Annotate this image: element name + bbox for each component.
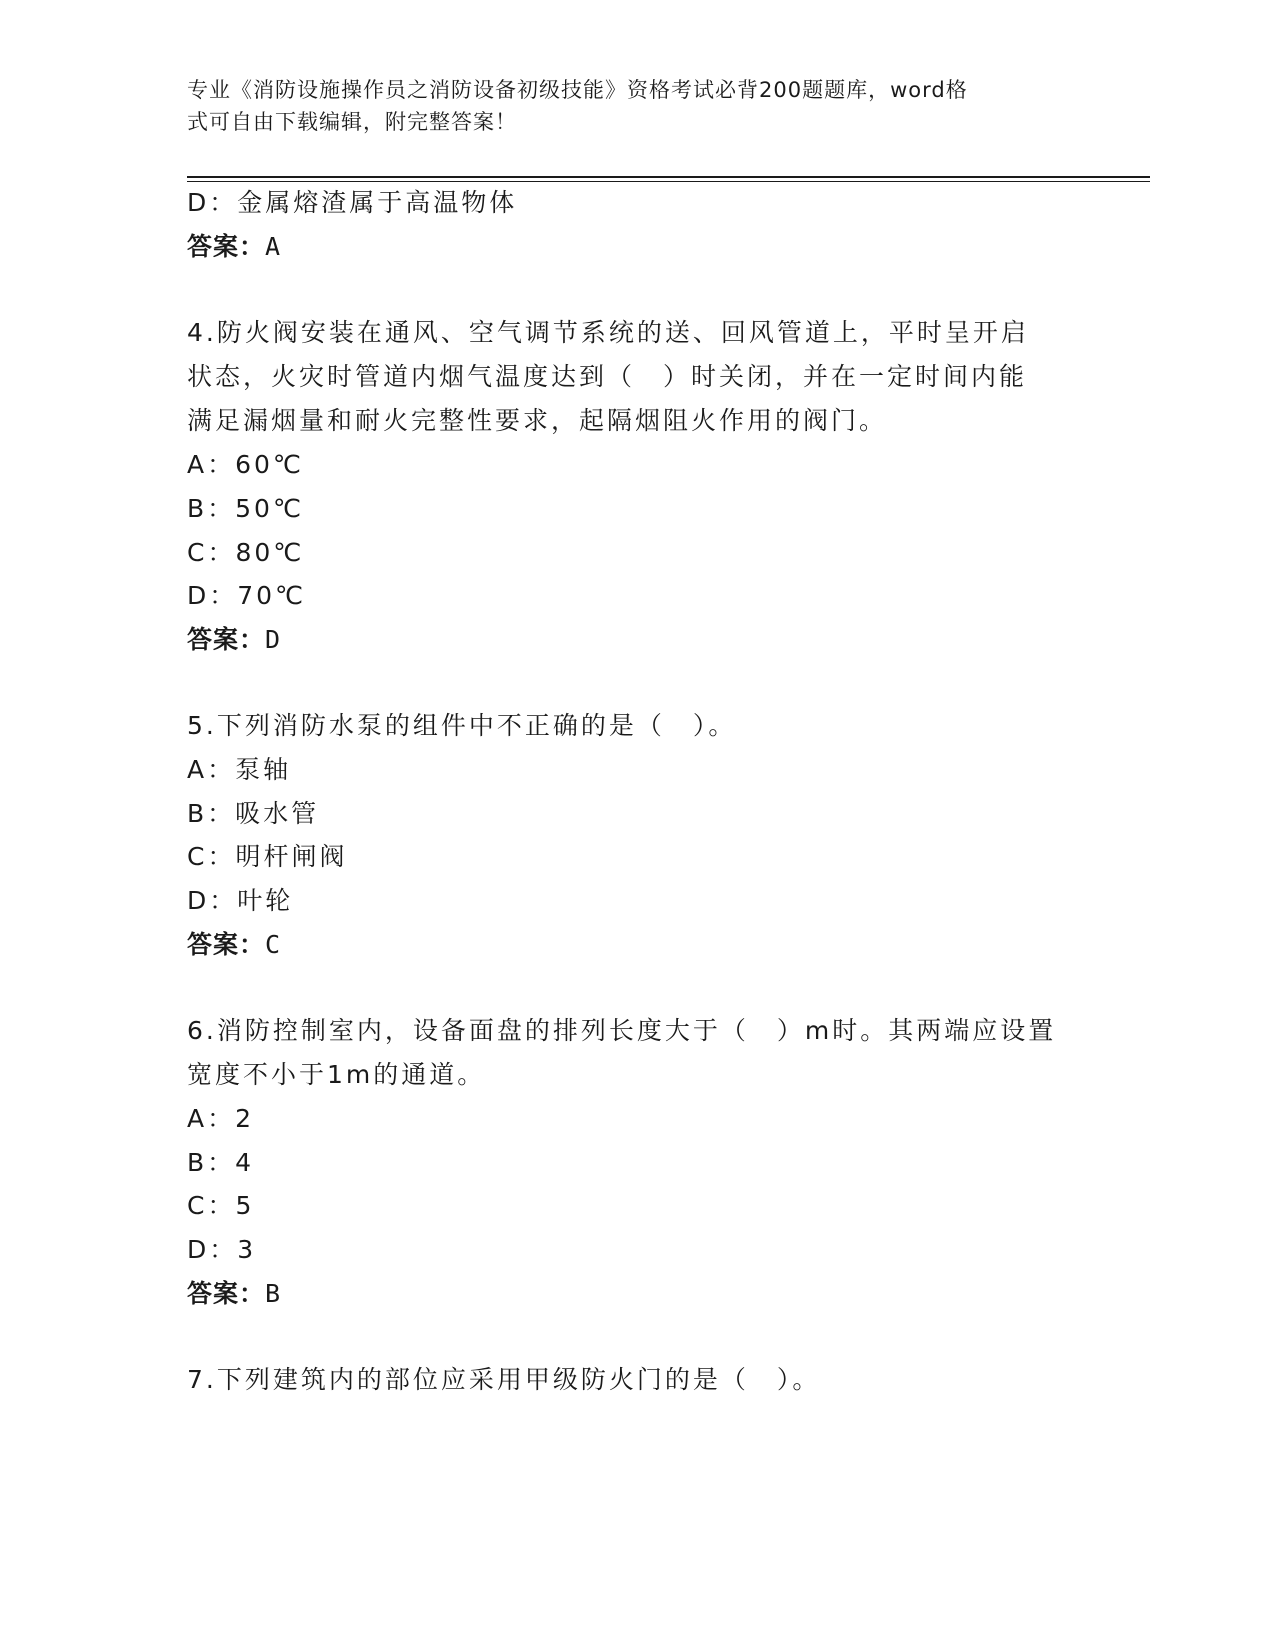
q4-stem-line-2: 状态，火灾时管道内烟气温度达到（ ）时关闭，并在一定时间内能 [187,362,1028,391]
answer-label: 答案： [187,625,266,654]
header-divider-thick [187,176,1150,178]
q5-stem-line-1: 5.下列消防水泵的组件中不正确的是（ ）。 [187,711,737,740]
q4-answer [187,625,281,655]
header-line-2: 式可自由下载编辑，附完整答案！ [187,110,517,134]
q4-option-b: B：50℃ [187,494,305,523]
q3-answer [187,232,281,262]
q6-stem-line-1: 6.消防控制室内，设备面盘的排列长度大于（ ）m时。其两端应设置 [187,1016,1057,1045]
q5-option-c: C：明杆闸阀 [187,842,348,871]
answer-value: B [265,1279,282,1308]
header-line-1: 专业《消防设施操作员之消防设备初级技能》资格考试必背200题题库，word格 [187,78,968,102]
document-header [187,74,1067,138]
answer-label: 答案： [187,930,266,959]
answer-value: D [265,625,282,654]
q4-stem-line-3: 满足漏烟量和耐火完整性要求，起隔烟阻火作用的阀门。 [187,406,888,435]
answer-label: 答案： [187,232,266,261]
q6-option-d: D：3 [187,1235,257,1264]
q4-option-a: A：60℃ [187,450,304,479]
answer-value: C [265,930,282,959]
q5-option-a: A：泵轴 [187,755,292,784]
q4-option-d: D：70℃ [187,581,307,610]
answer-label: 答案： [187,1279,266,1308]
q6-option-a: A：2 [187,1104,255,1133]
q6-answer [187,1279,281,1309]
q5-option-d: D：叶轮 [187,886,294,915]
header-divider-thin [187,181,1150,182]
q5-answer [187,930,281,960]
q6-option-b: B：4 [187,1148,255,1177]
answer-value: A [265,232,282,261]
q6-stem-line-2: 宽度不小于1m的通道。 [187,1060,486,1089]
q4-option-c: C：80℃ [187,538,305,567]
q6-option-c: C：5 [187,1191,255,1220]
q3-option-d: D：金属熔渣属于高温物体 [187,188,518,217]
q7-stem-line-1: 7.下列建筑内的部位应采用甲级防火门的是（ ）。 [187,1365,821,1394]
q4-stem-line-1: 4.防火阀安装在通风、空气调节系统的送、回风管道上，平时呈开启 [187,318,1029,347]
q5-option-b: B：吸水管 [187,799,320,828]
